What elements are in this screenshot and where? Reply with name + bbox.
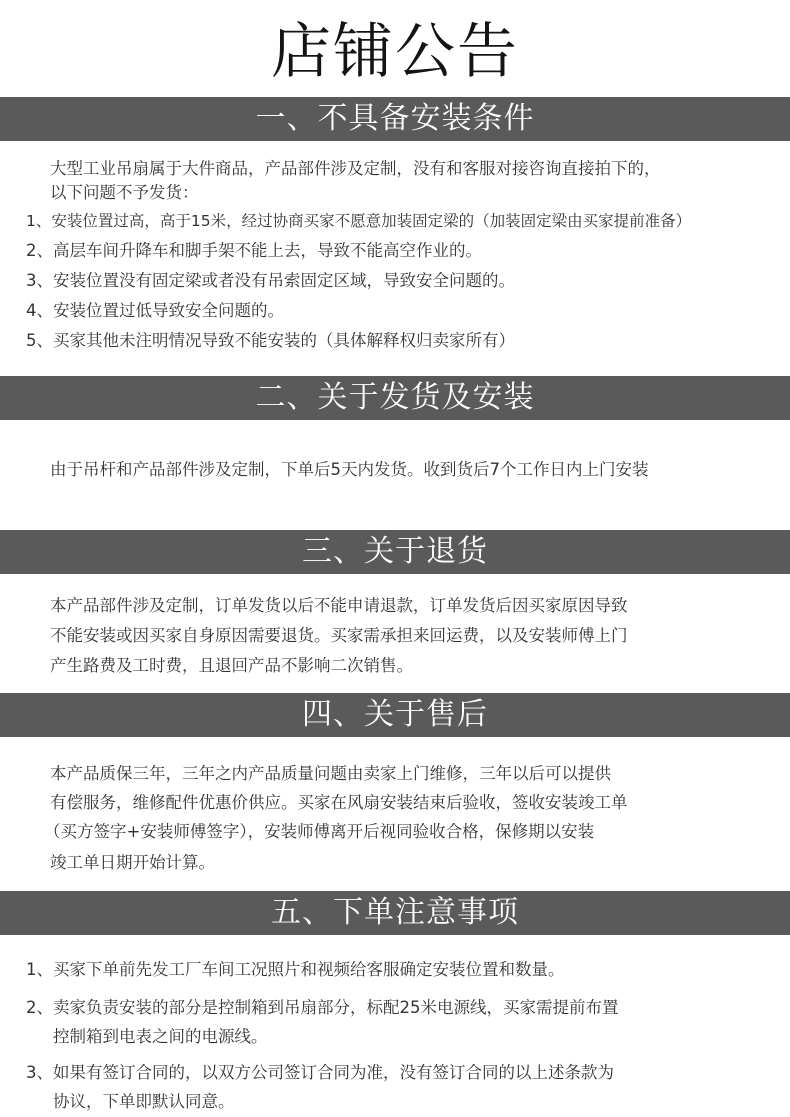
paragraph-line: 有偿服务，维修配件优惠价供应。买家在风扇安装结束后验收，签收安装竣工单 (50, 793, 628, 812)
page-title: 店铺公告 (271, 17, 519, 87)
section-heading-shipping: 二、关于发货及安装 (0, 376, 790, 420)
list-item: 3、如果有签订合同的，以双方公司签订合同为准，没有签订合同的以上述条款为 (26, 1063, 614, 1082)
list-item-continuation: 协议，下单即默认同意。 (53, 1092, 235, 1111)
list-item: 1、买家下单前先发工厂车间工况照片和视频给客服确定安装位置和数量。 (26, 960, 565, 979)
paragraph-line: （买方签字+安装师傅签字），安装师傅离开后视同验收合格，保修期以安装 (44, 822, 595, 841)
paragraph-line: 本产品质保三年，三年之内产品质量问题由卖家上门维修，三年以后可以提供 (50, 764, 611, 783)
section-heading-order-notes: 五、下单注意事项 (0, 891, 790, 935)
section-intro-line: 大型工业吊扇属于大件商品，产品部件涉及定制，没有和客服对接咨询直接拍下的， (50, 159, 661, 178)
list-item: 1、安装位置过高，高于15米，经过协商买家不愿意加装固定梁的（加装固定梁由买家提前准备） (26, 212, 692, 230)
list-item: 2、高层车间升降车和脚手架不能上去，导致不能高空作业的。 (26, 241, 482, 260)
paragraph-line: 由于吊杆和产品部件涉及定制，下单后5天内发货。收到货后7个工作日内上门安装 (50, 460, 649, 479)
paragraph-line: 竣工单日期开始计算。 (50, 853, 215, 872)
paragraph-line: 产生路费及工时费，且退回产品不影响二次销售。 (50, 656, 413, 675)
list-item: 3、安装位置没有固定梁或者没有吊索固定区域，导致安全问题的。 (26, 271, 515, 290)
list-item: 5、买家其他未注明情况导致不能安装的（具体解释权归卖家所有） (26, 331, 515, 350)
section-heading-returns: 三、关于退货 (0, 530, 790, 574)
list-item: 4、安装位置过低导致安全问题的。 (26, 301, 284, 320)
paragraph-line: 不能安装或因买家自身原因需要退货。买家需承担来回运费，以及安装师傅上门 (50, 626, 628, 645)
section-heading-after-sales: 四、关于售后 (0, 693, 790, 737)
section-heading-conditions: 一、不具备安装条件 (0, 97, 790, 141)
list-item: 2、卖家负责安装的部分是控制箱到吊扇部分，标配25米电源线，买家需提前布置 (26, 998, 619, 1017)
paragraph-line: 本产品部件涉及定制，订单发货以后不能申请退款，订单发货后因买家原因导致 (50, 596, 628, 615)
section-intro-line: 以下问题不予发货： (50, 183, 199, 202)
list-item-continuation: 控制箱到电表之间的电源线。 (53, 1027, 268, 1046)
